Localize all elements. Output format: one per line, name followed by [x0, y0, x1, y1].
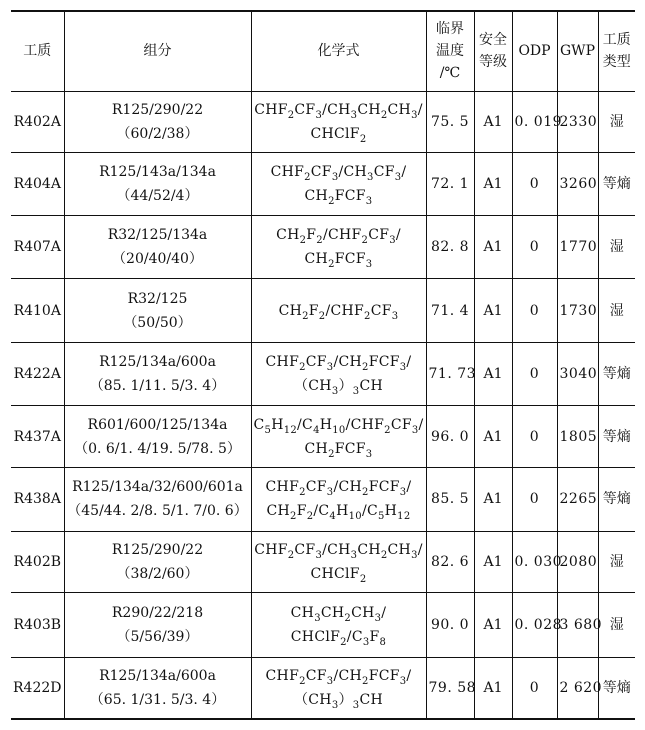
- cell-medium: R403B: [11, 592, 64, 657]
- cell-gwp: 1730: [557, 279, 598, 342]
- formula-line: CHClF$_2$: [310, 565, 367, 585]
- cell-critical-temp: 85. 5: [426, 468, 474, 531]
- composition-line: （65. 1/31. 5/3. 4）: [89, 692, 226, 709]
- formula-line: $CH_3CH_2CH_3/$: [290, 604, 387, 624]
- cell-safety: A1: [474, 531, 512, 592]
- cell-gwp: 3040: [557, 342, 598, 405]
- cell-composition: [64, 531, 251, 592]
- cell-odp: 0: [512, 405, 557, 467]
- formula-line: $CH_2F_2/CHF_2CF_3$: [278, 302, 399, 322]
- cell-critical-temp: 79. 58: [426, 658, 474, 719]
- header-composition: 组分: [64, 11, 251, 91]
- header-safety: [474, 11, 512, 91]
- composition-line: R125/134a/600a: [99, 353, 216, 370]
- cell-formula: [251, 531, 426, 592]
- formula-line: $CH_2F_2/CHF_2CF_3/$: [276, 227, 401, 247]
- composition-line: （60/2/38）: [116, 125, 199, 142]
- cell-composition: [64, 468, 251, 531]
- cell-formula: [251, 279, 426, 342]
- cell-gwp: 1805: [557, 405, 598, 467]
- header-type-line: 类型: [602, 54, 631, 71]
- cell-formula: [251, 91, 426, 152]
- formula-line: $(CH_3)_3CH$: [293, 692, 383, 712]
- cell-odp: 0: [512, 658, 557, 719]
- cell-safety: A1: [474, 592, 512, 657]
- header-formula: 化学式: [251, 11, 426, 91]
- header-type: [598, 11, 635, 91]
- table-row: [11, 405, 635, 467]
- cell-medium: R422A: [11, 342, 64, 405]
- cell-odp: 0: [512, 152, 557, 215]
- header-gwp: GWP: [557, 11, 598, 91]
- cell-medium: R402B: [11, 531, 64, 592]
- header-critical-temp: [426, 11, 474, 91]
- header-critical-temp-line: /℃: [439, 65, 461, 82]
- formula-line: $(CH_3)_3CH$: [293, 377, 383, 397]
- table-row: [11, 216, 635, 279]
- cell-composition: [64, 279, 251, 342]
- cell-gwp: 2080: [557, 531, 598, 592]
- cell-type: 等熵: [598, 468, 635, 531]
- composition-line: （44/52/4）: [116, 187, 199, 204]
- composition-line: （50/50）: [123, 314, 192, 331]
- formula-line: $CHF_2CF_3/CH_2FCF_3/$: [265, 353, 412, 373]
- cell-composition: [64, 592, 251, 657]
- cell-critical-temp: 72. 1: [426, 152, 474, 215]
- table-row: [11, 342, 635, 405]
- composition-line: （5/56/39）: [116, 628, 199, 645]
- cell-gwp: 3 680: [557, 592, 598, 657]
- formula-line: CHClF$_2$: [310, 125, 367, 145]
- cell-critical-temp: 71. 4: [426, 279, 474, 342]
- header-type-line: 工质: [602, 32, 631, 49]
- cell-gwp: 1770: [557, 216, 598, 279]
- composition-line: R125/143a/134a: [99, 163, 216, 180]
- cell-formula: [251, 152, 426, 215]
- cell-safety: A1: [474, 216, 512, 279]
- formula-line: $CHF_2CF_3/CH_2FCF_3/$: [265, 668, 412, 688]
- table-body: [11, 91, 635, 719]
- formula-line: $CH_2F_2/C_4H_{10}/C_5H_{12}$: [266, 503, 411, 523]
- table-row: [11, 279, 635, 342]
- refrigerant-table: [11, 10, 635, 720]
- formula-line: $CHF_2CF_3/CH_2FCF_3/$: [265, 479, 412, 499]
- cell-medium: R407A: [11, 216, 64, 279]
- table-row: [11, 658, 635, 719]
- cell-odp: 0. 028: [512, 592, 557, 657]
- table-row: [11, 91, 635, 152]
- cell-medium: R402A: [11, 91, 64, 152]
- cell-type: 湿: [598, 279, 635, 342]
- cell-safety: A1: [474, 152, 512, 215]
- cell-critical-temp: 96. 0: [426, 405, 474, 467]
- composition-line: （38/2/60）: [116, 565, 199, 582]
- header-medium: 工质: [11, 11, 64, 91]
- cell-type: 湿: [598, 531, 635, 592]
- cell-formula: [251, 342, 426, 405]
- composition-line: R125/290/22: [111, 541, 204, 558]
- cell-formula: [251, 405, 426, 467]
- composition-line: R601/600/125/134a: [87, 416, 228, 433]
- cell-safety: A1: [474, 342, 512, 405]
- composition-line: R125/134a/32/600/601a: [72, 479, 243, 496]
- cell-formula: [251, 658, 426, 719]
- header-critical-temp-line: 温度: [436, 43, 464, 60]
- cell-odp: 0. 019: [512, 91, 557, 152]
- cell-odp: 0: [512, 279, 557, 342]
- cell-critical-temp: 82. 8: [426, 216, 474, 279]
- cell-gwp: 3260: [557, 152, 598, 215]
- cell-safety: A1: [474, 91, 512, 152]
- formula-line: $CHF_2CF_3/CH_3CH_2CH_3/$: [254, 101, 423, 121]
- cell-safety: A1: [474, 658, 512, 719]
- cell-composition: [64, 91, 251, 152]
- formula-line: $CHF_2CF_3/CH_3CF_3/$: [270, 163, 407, 183]
- composition-line: R125/290/22: [111, 101, 204, 118]
- formula-line: $CH_2FCF_3$: [304, 187, 373, 207]
- cell-gwp: 2330: [557, 91, 598, 152]
- cell-gwp: 2265: [557, 468, 598, 531]
- table-row: [11, 531, 635, 592]
- cell-type: 等熵: [598, 658, 635, 719]
- formula-line: $CHF_2CF_3/CH_3CH_2CH_3/$: [254, 541, 423, 561]
- cell-composition: [64, 658, 251, 719]
- cell-composition: [64, 216, 251, 279]
- composition-line: R32/125/134a: [107, 227, 208, 244]
- header-critical-temp-line: 临界: [436, 21, 464, 38]
- composition-line: （45/44. 2/8. 5/1. 7/0. 6）: [67, 503, 248, 520]
- table-row: [11, 152, 635, 215]
- composition-line: R290/22/218: [111, 604, 204, 621]
- composition-line: （20/40/40）: [112, 251, 203, 268]
- header-row: [11, 11, 635, 91]
- cell-medium: R437A: [11, 405, 64, 467]
- header-safety-line: 安全: [479, 32, 507, 49]
- cell-composition: [64, 152, 251, 215]
- header-odp: ODP: [512, 11, 557, 91]
- cell-type: 等熵: [598, 405, 635, 467]
- cell-safety: A1: [474, 468, 512, 531]
- cell-type: 等熵: [598, 342, 635, 405]
- cell-composition: [64, 405, 251, 467]
- cell-type: 湿: [598, 91, 635, 152]
- composition-line: R125/134a/600a: [99, 668, 216, 685]
- cell-safety: A1: [474, 279, 512, 342]
- cell-formula: [251, 592, 426, 657]
- composition-line: R32/125: [127, 290, 188, 307]
- composition-line: （0. 6/1. 4/19. 5/78. 5）: [74, 440, 241, 457]
- cell-critical-temp: 82. 6: [426, 531, 474, 592]
- formula-line: $CH_2FCF_3$: [304, 440, 373, 460]
- cell-safety: A1: [474, 405, 512, 467]
- cell-odp: 0: [512, 216, 557, 279]
- cell-type: 湿: [598, 216, 635, 279]
- cell-formula: [251, 216, 426, 279]
- cell-odp: 0. 030: [512, 531, 557, 592]
- cell-critical-temp: 90. 0: [426, 592, 474, 657]
- cell-medium: R404A: [11, 152, 64, 215]
- cell-type: 湿: [598, 592, 635, 657]
- table-row: [11, 592, 635, 657]
- cell-medium: R410A: [11, 279, 64, 342]
- header-safety-line: 等级: [479, 54, 507, 71]
- formula-line: $CH_2FCF_3$: [304, 251, 373, 271]
- cell-type: 等熵: [598, 152, 635, 215]
- table-row: [11, 468, 635, 531]
- cell-odp: 0: [512, 342, 557, 405]
- formula-line: $C_5H_{12}/C_4H_{10}/CHF_2CF_3/$: [253, 416, 424, 436]
- cell-critical-temp: 75. 5: [426, 91, 474, 152]
- cell-critical-temp: 71. 73: [426, 342, 474, 405]
- cell-medium: R422D: [11, 658, 64, 719]
- cell-composition: [64, 342, 251, 405]
- cell-gwp: 2 620: [557, 658, 598, 719]
- formula-line: $CHClF_2/C_3F_8$: [290, 628, 387, 648]
- cell-formula: [251, 468, 426, 531]
- cell-medium: R438A: [11, 468, 64, 531]
- composition-line: （85. 1/11. 5/3. 4）: [89, 377, 226, 394]
- cell-odp: 0: [512, 468, 557, 531]
